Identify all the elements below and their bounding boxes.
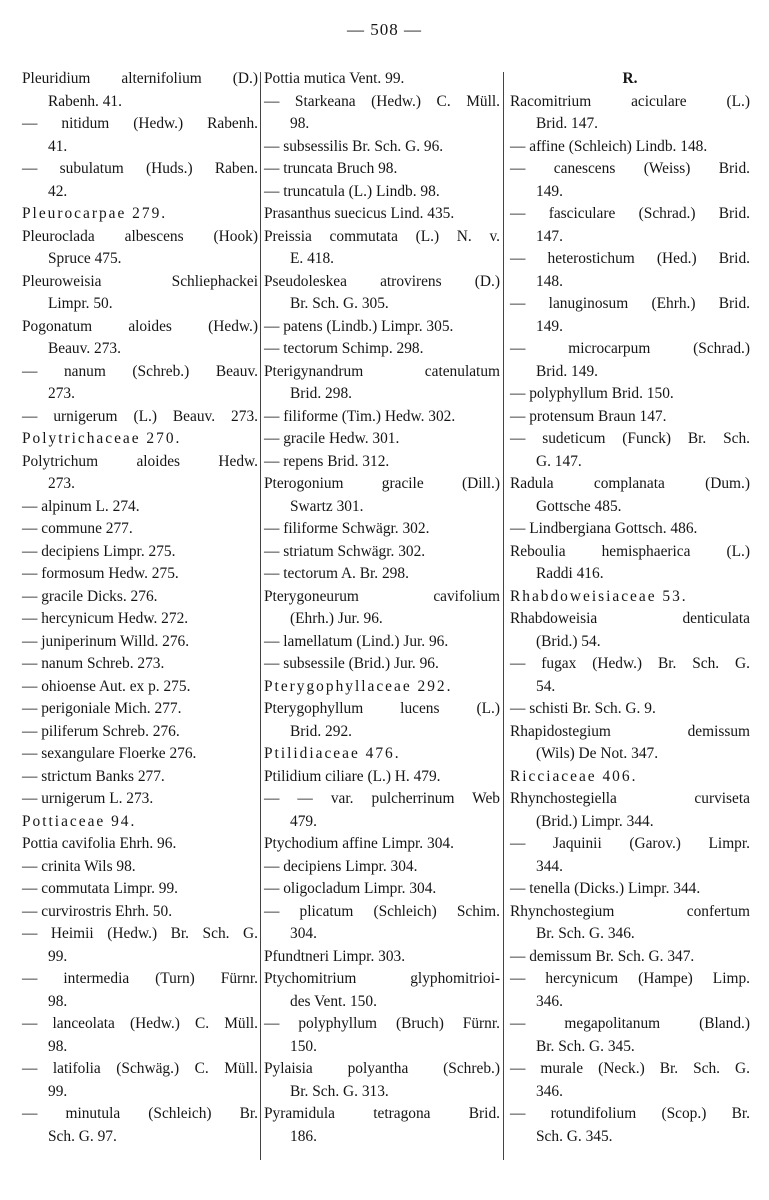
index-entry: — intermedia (Turn) Fürnr.	[22, 970, 258, 987]
index-entry: Rhynchostegiella curviseta	[510, 790, 750, 807]
index-entry: — oligocladum Limpr. 304.	[264, 880, 437, 897]
index-entry-continuation: Br. Sch. G. 345.	[536, 1037, 635, 1055]
index-entry-continuation: Gottsche 485.	[536, 497, 622, 515]
index-entry: — truncata Bruch 98.	[264, 160, 398, 177]
index-entry: — nanum (Schreb.) Beauv.	[22, 362, 258, 380]
index-entry: — fugax (Hedw.) Br. Sch. G.	[510, 655, 750, 672]
index-entry: — demissum Br. Sch. G. 347.	[510, 947, 695, 965]
index-entry: — hercynicum (Hampe) Limp.	[510, 970, 750, 987]
index-entry: — formosum Hedw. 275.	[22, 565, 179, 582]
index-entry: Pterigynandrum catenulatum	[264, 362, 500, 380]
index-entry-continuation: des Vent. 150.	[290, 992, 377, 1010]
index-entry: — canescens (Weiss) Brid.	[510, 160, 750, 177]
index-entry-continuation: 346.	[536, 992, 563, 1010]
index-column-3	[510, 68, 750, 1148]
index-entry: Pottiaceae 94.	[22, 812, 137, 830]
index-entry: — urnigerum (L.) Beauv. 273.	[22, 407, 258, 425]
index-entry: — nitidum (Hedw.) Rabenh.	[22, 115, 258, 132]
index-entry-continuation: 273.	[48, 385, 75, 402]
index-entry-continuation: 42.	[48, 182, 68, 200]
index-entry: — gracile Hedw. 301.	[264, 430, 400, 447]
column-divider	[260, 72, 261, 1160]
index-entry: — sudeticum (Funck) Br. Sch.	[510, 430, 750, 447]
index-entry-continuation: 273.	[48, 475, 75, 492]
index-entry: — subulatum (Huds.) Raben.	[22, 160, 258, 177]
index-entry: — Jaquinii (Garov.) Limpr.	[510, 835, 750, 852]
index-entry: Pleurocarpae 279.	[22, 205, 168, 222]
index-entry: — subsessilis Br. Sch. G. 96.	[264, 137, 444, 155]
index-entry-continuation: 150.	[290, 1037, 317, 1055]
index-entry: — Lindbergiana Gottsch. 486.	[510, 520, 698, 537]
index-entry: — commune 277.	[22, 520, 133, 537]
index-entry: Ptilidiaceae 476.	[264, 745, 401, 762]
index-entry: — minutula (Schleich) Br.	[22, 1105, 258, 1122]
index-entry-continuation: Raddi 416.	[536, 565, 604, 582]
index-entry: — nanum Schreb. 273.	[22, 655, 165, 672]
index-entry: — juniperinum Willd. 276.	[22, 632, 190, 650]
index-entry: — patens (Lindb.) Limpr. 305.	[264, 317, 454, 335]
index-entry: — lanuginosum (Ehrh.) Brid.	[510, 295, 750, 312]
index-entry: — commutata Limpr. 99.	[22, 880, 179, 897]
index-entry: Pylaisia polyantha (Schreb.)	[264, 1060, 500, 1077]
index-entry: — striatum Schwägr. 302.	[264, 542, 426, 560]
index-entry-continuation: Brid. 298.	[290, 385, 352, 402]
index-entry-continuation: 148.	[536, 272, 563, 290]
index-entry-continuation: (Ehrh.) Jur. 96.	[290, 610, 383, 627]
index-entry: — plicatum (Schleich) Schim.	[264, 902, 500, 920]
index-entry: Ptychomitrium glyphomitrioi-	[264, 970, 500, 987]
index-entry-continuation: Swartz 301.	[290, 497, 364, 515]
index-entry: Pleuroweisia Schliephackei	[22, 272, 258, 290]
index-entry: — curvirostris Ehrh. 50.	[22, 902, 173, 920]
index-entry-continuation: 344.	[536, 857, 563, 875]
index-entry: — latifolia (Schwäg.) C. Müll.	[22, 1060, 258, 1077]
index-entry: — murale (Neck.) Br. Sch. G.	[510, 1060, 750, 1077]
index-entry-continuation: Limpr. 50.	[48, 295, 113, 312]
index-entry: Rhynchostegium confertum	[510, 902, 750, 920]
index-entry-continuation: 99.	[48, 1082, 68, 1100]
index-entry-continuation: G. 147.	[536, 452, 582, 470]
index-entry: — repens Brid. 312.	[264, 452, 390, 470]
index-entry: — strictum Banks 277.	[22, 767, 165, 785]
index-entry: — truncatula (L.) Lindb. 98.	[264, 182, 440, 200]
index-entry: — tenella (Dicks.) Limpr. 344.	[510, 880, 701, 897]
index-entry: — fasciculare (Schrad.) Brid.	[510, 205, 750, 222]
index-entry-continuation: 304.	[290, 925, 317, 942]
index-entry-continuation: 346.	[536, 1082, 563, 1100]
index-entry: — hercynicum Hedw. 272.	[22, 610, 189, 627]
index-entry-continuation: Brid. 292.	[290, 722, 352, 740]
index-entry: — piliferum Schreb. 276.	[22, 722, 180, 740]
index-entry-continuation: Brid. 149.	[536, 362, 598, 380]
index-entry-continuation: Beauv. 273.	[48, 340, 121, 357]
index-entry-continuation: (Wils) De Not. 347.	[536, 745, 659, 762]
index-entry-continuation: (Brid.) 54.	[536, 632, 601, 650]
index-entry: Ricciaceae 406.	[510, 767, 638, 785]
index-entry: Radula complanata (Dum.)	[510, 475, 750, 492]
column-divider	[503, 72, 504, 1160]
index-entry-continuation: 98.	[48, 1037, 68, 1055]
index-entry: Pseudoleskea atrovirens (D.)	[264, 272, 500, 290]
index-entry-continuation: 41.	[48, 137, 68, 155]
index-entry: — subsessile (Brid.) Jur. 96.	[264, 655, 439, 672]
index-entry: — lanceolata (Hedw.) C. Müll.	[22, 1015, 258, 1032]
index-entry: Polytrichaceae 270.	[22, 430, 182, 447]
page-number: — 508 —	[347, 20, 422, 39]
index-entry: Ptilidium ciliare (L.) H. 479.	[264, 767, 441, 785]
index-entry: Pogonatum aloides (Hedw.)	[22, 317, 258, 335]
index-entry: Pottia mutica Vent. 99.	[264, 70, 405, 87]
index-entry: — filiforme (Tim.) Hedw. 302.	[264, 407, 456, 425]
index-entry: — affine (Schleich) Lindb. 148.	[510, 137, 708, 155]
index-entry-continuation: 149.	[536, 182, 563, 200]
index-entry: — megapolitanum (Bland.)	[510, 1015, 750, 1032]
index-entry: — schisti Br. Sch. G. 9.	[510, 700, 656, 717]
index-column-1	[22, 68, 258, 1148]
index-entry: — crinita Wils 98.	[22, 857, 136, 875]
index-entry: — decipiens Limpr. 275.	[22, 542, 176, 560]
index-entry: — heterostichum (Hed.) Brid.	[510, 250, 750, 267]
index-entry-continuation: (Brid.) Limpr. 344.	[536, 812, 654, 830]
index-entry-continuation: 479.	[290, 812, 317, 830]
index-entry: — Heimii (Hedw.) Br. Sch. G.	[22, 925, 258, 942]
index-entry: Pterogonium gracile (Dill.)	[264, 475, 500, 492]
index-entry: — protensum Braun 147.	[510, 407, 667, 425]
index-entry: — microcarpum (Schrad.)	[510, 340, 750, 357]
index-entry-continuation: Br. Sch. G. 346.	[536, 925, 635, 942]
index-entry: Pterygoneurum cavifolium	[264, 587, 500, 605]
index-entry: Pottia cavifolia Ehrh. 96.	[22, 835, 177, 852]
index-entry-continuation: 99.	[48, 947, 68, 965]
index-entry: — Starkeana (Hedw.) C. Müll.	[264, 92, 500, 110]
index-entry-continuation: Rabenh. 41.	[48, 92, 122, 110]
index-entry: Preissia commutata (L.) N. v.	[264, 227, 500, 245]
index-entry: Pleuridium alternifolium (D.)	[22, 70, 258, 87]
index-entry: Pterygophyllaceae 292.	[264, 677, 453, 695]
index-entry-continuation: 149.	[536, 317, 563, 335]
index-entry: — urnigerum L. 273.	[22, 790, 154, 807]
index-entry: Pterygophyllum lucens (L.)	[264, 700, 500, 717]
index-entry: Prasanthus suecicus Lind. 435.	[264, 205, 455, 222]
letter-heading: R.	[622, 70, 638, 87]
index-entry: — alpinum L. 274.	[22, 497, 140, 515]
index-entry: Rhabdoweisia denticulata	[510, 610, 750, 627]
index-entry-continuation: 186.	[290, 1127, 317, 1145]
index-entry: — polyphyllum (Bruch) Fürnr.	[264, 1015, 500, 1032]
index-entry-continuation: E. 418.	[290, 250, 335, 267]
index-entry: — rotundifolium (Scop.) Br.	[510, 1105, 750, 1122]
index-entry: — gracile Dicks. 276.	[22, 587, 158, 605]
index-entry: Polytrichum aloides Hedw.	[22, 452, 258, 470]
index-entry-continuation: Sch. G. 345.	[536, 1127, 613, 1145]
index-entry: — sexangulare Floerke 276.	[22, 745, 197, 762]
index-entry-continuation: 54.	[536, 677, 556, 695]
index-entry-continuation: Brid. 147.	[536, 115, 598, 132]
index-entry-continuation: Br. Sch. G. 313.	[290, 1082, 389, 1100]
index-column-2	[264, 68, 500, 1148]
index-entry: — decipiens Limpr. 304.	[264, 857, 418, 875]
index-entry: — tectorum A. Br. 298.	[264, 565, 409, 582]
index-entry: Ptychodium affine Limpr. 304.	[264, 835, 454, 852]
index-entry: Pleuroclada albescens (Hook)	[22, 227, 258, 245]
index-entry-continuation: 98.	[290, 115, 310, 132]
index-entry: — lamellatum (Lind.) Jur. 96.	[264, 632, 449, 650]
index-entry: Reboulia hemisphaerica (L.)	[510, 542, 750, 560]
index-entry: — polyphyllum Brid. 150.	[510, 385, 674, 402]
index-entry: — — var. pulcherrinum Web	[264, 790, 500, 807]
index-entry-continuation: 147.	[536, 227, 563, 245]
index-entry: Rhabdoweisiaceae 53.	[510, 587, 688, 605]
index-entry: Racomitrium aciculare (L.)	[510, 92, 750, 110]
index-entry-continuation: Sch. G. 97.	[48, 1127, 117, 1145]
index-entry: Pfundtneri Limpr. 303.	[264, 947, 406, 965]
index-entry: — ohioense Aut. ex p. 275.	[22, 677, 191, 695]
index-entry: Pyramidula tetragona Brid.	[264, 1105, 500, 1122]
index-entry: Rhapidostegium demissum	[510, 722, 750, 740]
index-entry: — filiforme Schwägr. 302.	[264, 520, 430, 537]
index-entry-continuation: 98.	[48, 992, 68, 1010]
index-entry: — tectorum Schimp. 298.	[264, 340, 424, 357]
index-entry: — perigoniale Mich. 277.	[22, 700, 182, 717]
index-entry-continuation: Spruce 475.	[48, 250, 122, 267]
index-entry-continuation: Br. Sch. G. 305.	[290, 295, 389, 312]
